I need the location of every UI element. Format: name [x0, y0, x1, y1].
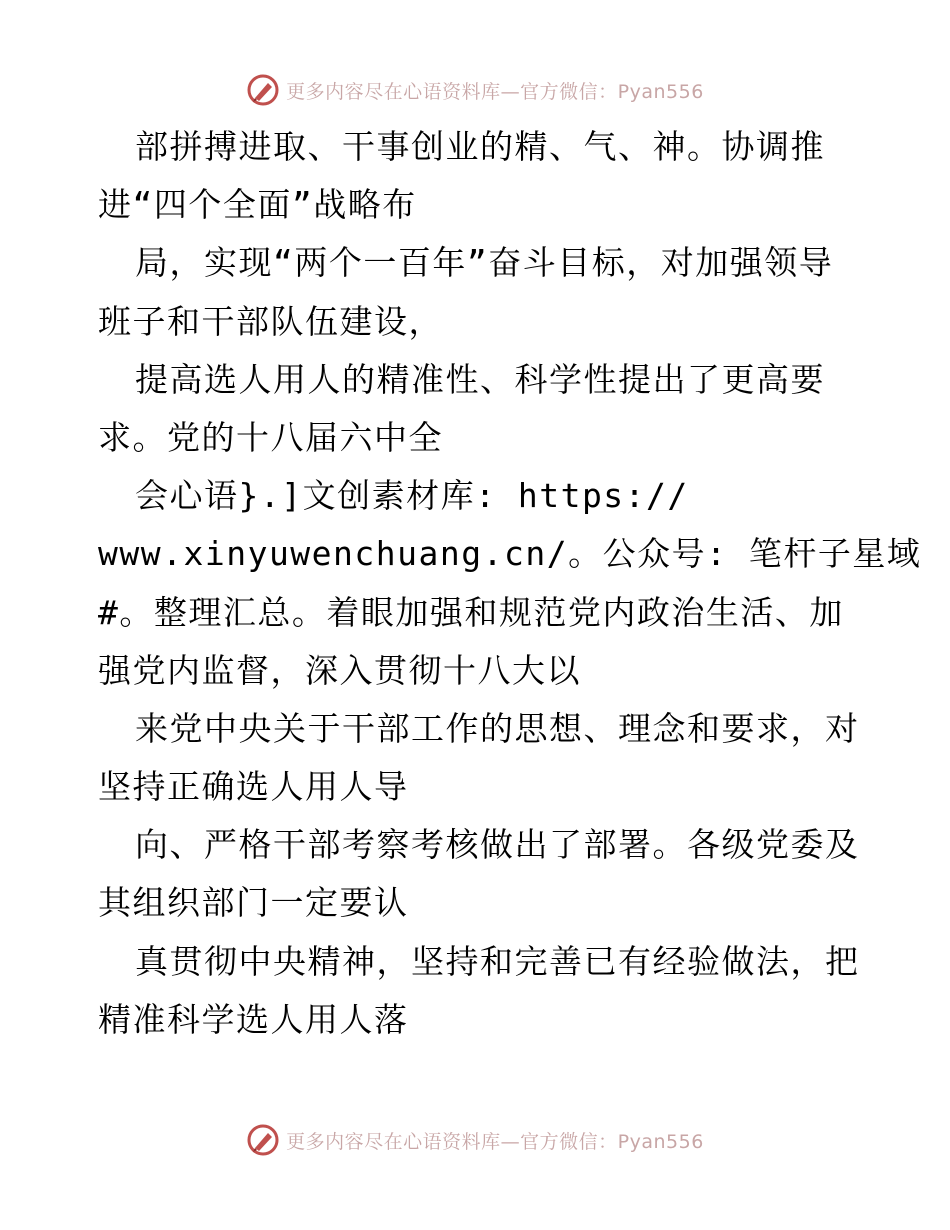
text-line: 精准科学选人用人落	[98, 999, 409, 1039]
text-line: 提高选人用人的精准性、科学性提出了更高要	[135, 359, 825, 399]
text-line: 班子和干部队伍建设，	[98, 301, 443, 341]
text-line: 坚持正确选人用人导	[98, 767, 409, 807]
watermark-label: 更多内容尽在心语资料库—官方微信：	[286, 80, 618, 103]
text-line: 其组织部门一定要认	[98, 883, 409, 923]
text-line: #。整理汇总。着眼加强和规范党内政治生活、加	[98, 592, 844, 632]
header-watermark	[0, 70, 950, 110]
document-body	[98, 118, 922, 1049]
pen-nib-seal-icon	[246, 73, 280, 107]
watermark-wechat-id: Pyan556	[617, 80, 704, 103]
footer-watermark	[0, 1120, 950, 1160]
text-line: www.xinyuwenchuang.cn/。公众号: 笔杆子星域	[98, 534, 922, 574]
text-line: 强党内监督，深入贯彻十八大以	[98, 650, 581, 690]
text-line: 部拼搏进取、干事创业的精、气、神。协调推	[135, 127, 825, 166]
text-line: 真贯彻中央精神，坚持和完善已有经验做法，把	[135, 941, 860, 981]
text-line: 来党中央关于干部工作的思想、理念和要求，对	[135, 708, 860, 748]
text-line: 局，实现“两个一百年”奋斗目标，对加强领导	[135, 243, 834, 283]
text-line: 会心语}.]文创素材库: https://	[135, 476, 689, 516]
text-line: 求。党的十八届六中全	[98, 417, 443, 457]
watermark-wechat-id: Pyan556	[617, 1130, 704, 1153]
text-line: 进“四个全面”战略布	[98, 185, 417, 225]
watermark-text	[286, 1127, 704, 1154]
text-line: 向、严格干部考察考核做出了部署。各级党委及	[135, 825, 860, 865]
watermark-text	[286, 77, 704, 104]
pen-nib-seal-icon	[246, 1123, 280, 1157]
watermark-label: 更多内容尽在心语资料库—官方微信：	[286, 1130, 618, 1153]
